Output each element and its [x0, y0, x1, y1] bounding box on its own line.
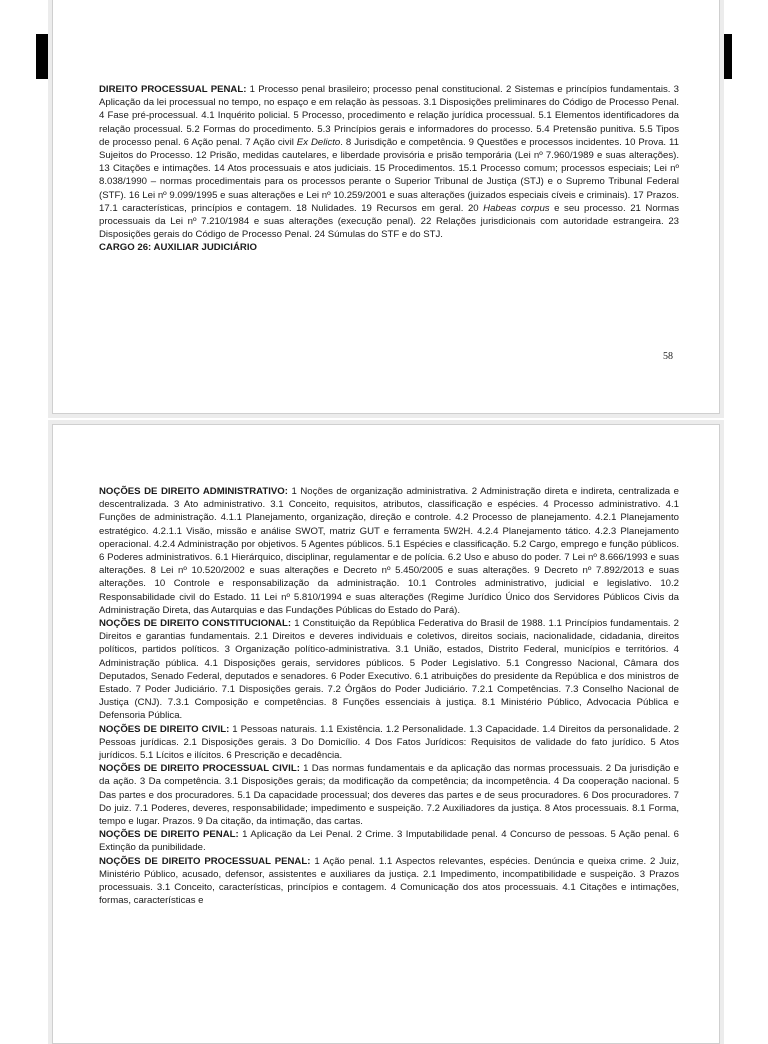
- page-59-body: [99, 485, 679, 908]
- section-heading: NOÇÕES DE DIREITO ADMINISTRATIVO:: [99, 486, 288, 497]
- page-number: 58: [663, 351, 673, 362]
- section-heading: DIREITO PROCESSUAL PENAL:: [99, 84, 247, 95]
- section-heading: NOÇÕES DE DIREITO PROCESSUAL CIVIL:: [99, 763, 300, 775]
- italic-term: Ex Delicto: [296, 136, 341, 148]
- syllabus-section: [99, 485, 679, 617]
- syllabus-section: [99, 723, 679, 763]
- cargo-heading: CARGO 26: AUXILIAR JUDICIÁRIO: [99, 242, 257, 254]
- syllabus-section: [99, 855, 679, 908]
- section-body: 1 Processo penal brasileiro; processo penal constitucional. 2 Sistemas e princípios fundamentais. 3 Aplicação da lei processual no tempo, no espaço e em relação às pessoas. 3.1 Disposições preliminares do Código de Processo Penal. 4 Fase pré-processual. 4.1 Inquérito policial. 5 Processo, procedimento e relação jurídica processual. 5.1 Elementos identificadores da relação processual. 5.2 Formas do procedimento. 5.3 Princípios gerais e informadores do processo. 5.4 Pretensão punitiva. 5.5 Tipos de processo penal. 6 Ação penal. 7 Ação civil: [99, 84, 679, 148]
- section-heading: NOÇÕES DE DIREITO CIVIL:: [99, 723, 230, 735]
- italic-term: Habeas corpus: [483, 202, 550, 214]
- syllabus-section: [99, 762, 679, 828]
- syllabus-section: [99, 828, 679, 854]
- section-heading: NOÇÕES DE DIREITO CONSTITUCIONAL:: [99, 618, 292, 630]
- section-body: e seu processo. 21 Normas processuais da Lei nº 7.210/1984 e suas alterações (execução penal). 22 Relações jurisdicionais com autoridade estrangeira. 23 Disposições gerais do Código de Processo Penal. 24 Súmulas do STF e do STJ.: [99, 202, 679, 241]
- section-body: 1 Pessoas naturais. 1.1 Existência. 1.2 Personalidade. 1.3 Capacidade. 1.4 Direitos da personalidade. 2 Pessoas jurídicas. 2.1 Disposições gerais. 3 Do Domicílio. 4 Dos Fatos Jurídicos: Requisitos de validade do fato jurídico. 5 Atos jurídicos. 5.1 Lícitos e ilícitos. 6 Prescrição e decadência.: [99, 723, 679, 762]
- section-body: 1 Ação penal. 1.1 Aspectos relevantes, espécies. Denúncia e queixa crime. 2 Juiz, Ministério Público, acusado, defensor, assistentes e auxiliares da justiça. 2.1 Impedimento, incompatibilidade e suspeição. 3 Prazos processuais. 3.1 Conceito, características, princípios e contagem. 4 Comunicação dos atos processuais. 4.1 Citações e intimações, formas, características e: [99, 855, 679, 907]
- section-heading: NOÇÕES DE DIREITO PENAL:: [99, 829, 239, 841]
- section-body: 1 Das normas fundamentais e da aplicação das normas processuais. 2 Da jurisdição e da ação. 3 Da competência. 3.1 Disposições gerais; da modificação da competência; da incompetência. 4 Da cooperação nacional. 5 Das partes e dos procuradores. 5.1 Da capacidade processual; dos deveres das partes e de seus procuradores. 6 Dos procuradores. 7 Do juiz. 7.1 Poderes, deveres, responsabilidade; impedimento e suspeição. 7.2 Auxiliadores da justiça. 8 Atos processuais. 8.1 Forma, tempo e lugar. Prazos. 9 Da citação, da intimação, das cartas.: [99, 763, 679, 828]
- section-body: 1 Constituição da República Federativa do Brasil de 1988. 1.1 Princípios fundamentais. 2 Direitos e garantias fundamentais. 2.1 Direitos e deveres individuais e coletivos, direitos sociais, nacionalidade, cidadania, direitos políticos, partidos políticos. 3 Organização político-administrativa. 3.1 União, estados, Distrito Federal, municípios e territórios. 4 Administração pública. 4.1 Disposições gerais, servidores públicos. 5 Poder Legislativo. 5.1 Congresso Nacional, Câmara dos Deputados, Senado Federal, deputados e senadores. 6 Poder Executivo. 6.1 atribuições do presidente da República e dos ministros de Estado. 7 Poder Judiciário. 7.1 Disposições gerais. 7.2 Órgãos do Poder Judiciário. 7.2.1 Competências. 7.3 Conselho Nacional de Justiça (CNJ). 7.3.1 Composição e competências. 8 Funções essenciais à justiça. 8.1 Ministério Público, Advocacia Pública e Defensoria Pública.: [99, 618, 680, 722]
- section-heading: NOÇÕES DE DIREITO PROCESSUAL PENAL:: [99, 855, 311, 867]
- page-58-body: [99, 83, 679, 255]
- section-body: 1 Aplicação da Lei Penal. 2 Crime. 3 Imputabilidade penal. 4 Concurso de pessoas. 5 Ação penal. 6 Extinção da punibilidade.: [99, 829, 679, 854]
- document-page-58: [52, 0, 720, 414]
- section-body: 1 Noções de organização administrativa. 2 Administração direta e indireta, centralizada e descentralizada. 3 Ato administrativo. 3.1 Conceito, requisitos, atributos, classificação e espécies. 4 Processo administrativo. 4.1 Funções de administração. 4.1.1 Planejamento, organização, direção e controle. 4.2 Processo de planejamento. 4.2.1 Planejamento estratégico. 4.2.1.1 Visão, missão e análise SWOT, matriz GUT e ferramenta 5W2H. 4.2.4 Planejamento tático. 4.2.3 Planejamento operacional. 4.2.4 Administração por objetivos. 5 Agentes públicos. 5.1 Espécies e classificação. 5.2 Cargo, emprego e função públicos. 6 Poderes administrativos. 6.1 Hierárquico, disciplinar, regulamentar e de polícia. 6.2 Uso e abuso do poder. 7 Lei nº 8.666/1993 e suas alterações. 8 Lei nº 10.520/2002 e suas alterações e Decreto nº 5.450/2005 e suas alterações. 9 Decreto nº 7.892/2013 e suas alterações. 10 Controle e responsabilização da administração. 10.1 Controles administrativo, judicial e legislativo. 10.2 Responsabilidade civil do Estado. 11 Lei nº 5.810/1994 e suas alterações (Regime Jurídico Único dos Servidores Públicos Civis da Administração Direta, das Autarquias e das Fundações Públicas do Estado do Pará).: [99, 486, 680, 616]
- syllabus-section: [99, 617, 679, 723]
- section-body: . 8 Jurisdição e competência. 9 Questões e processos incidentes. 10 Prova. 11 Sujeitos do Processo. 12 Prisão, medidas cautelares, e liberdade provisória e prisão temporária (Lei nº 7.960/1989 e suas alterações). 13 Citações e intimações. 14 Atos processuais e atos judiciais. 15 Procedimentos. 15.1 Processo comum; processos especiais; Lei nº 8.038/1990 – normas procedimentais para os processos perante o Superior Tribunal de Justiça (STJ) e o Supremo Tribunal Federal (STF). 16 Lei nº 9.099/1995 e suas alterações e Lei nº 10.259/2001 e suas alterações (juizados especiais cíveis e criminais). 17 Prazos. 17.1 características, princípios e contagem. 18 Nulidades. 19 Recursos em geral. 20: [99, 136, 679, 214]
- document-page-59: [52, 424, 720, 1044]
